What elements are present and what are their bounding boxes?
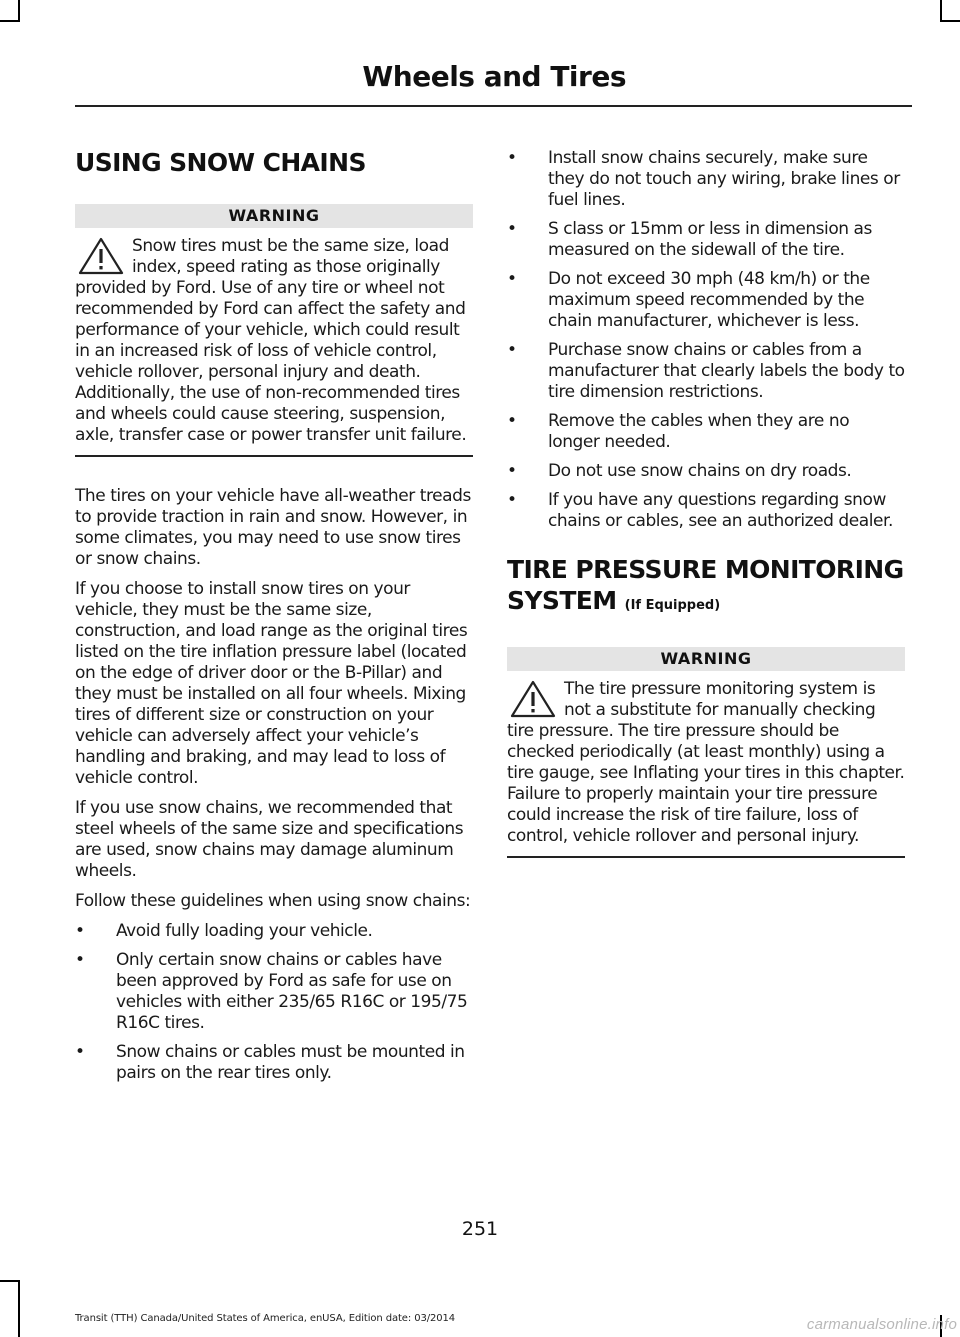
bullet-glyph: •	[75, 921, 85, 941]
list-item-text: Install snow chains securely, make sure they do not touch any wiring, brake lines or fuel lines.	[548, 148, 900, 210]
paragraph: If you choose to install snow tires on your vehicle, they must be the same size, construction, and load range as the original tires listed on the tire inflation pressure label (located on the edge of driver door or the B-Pillar) and they must be installed on all four wheels. Mixing tires of different size or construction on your vehicle can adversely affect your vehicle’s handling and braking, and may lead to loss of vehicle control.	[75, 579, 468, 788]
warning-box-tpms	[507, 647, 905, 858]
list-item-text: Only certain snow chains or cables have been approved by Ford as safe for use on vehicles with either 235/65 R16C or 195/75 R16C tires.	[116, 950, 468, 1033]
header-rule	[75, 105, 912, 107]
guideline-list	[75, 921, 473, 1084]
list-item-text: Snow chains or cables must be mounted in pairs on the rear tires only.	[116, 1042, 465, 1083]
warning-body	[507, 671, 905, 858]
list-item-text: S class or 15mm or less in dimension as measured on the sidewall of the tire.	[548, 219, 872, 260]
crop-mark	[940, 0, 942, 22]
bullet-glyph: •	[75, 1042, 85, 1062]
warning-label: WARNING	[507, 647, 905, 671]
section-qualifier: (If Equipped)	[624, 598, 721, 613]
bullet-glyph: •	[507, 269, 517, 289]
list-item	[507, 490, 905, 532]
list-item	[75, 1042, 473, 1084]
section-heading-snow-chains: USING SNOW CHAINS	[75, 148, 366, 177]
bullet-glyph: •	[507, 490, 517, 510]
list-item-text: Avoid fully loading your vehicle.	[116, 921, 373, 941]
bullet-glyph: •	[507, 148, 517, 168]
guideline-list-continued	[507, 148, 905, 532]
section-heading-text: TIRE PRESSURE MONITORING SYSTEM	[507, 555, 904, 615]
crop-mark	[18, 1280, 20, 1337]
body-text	[75, 486, 473, 912]
paragraph: The tires on your vehicle have all-weather treads to provide traction in rain and snow. However, in some climates, you may need to use snow tires or snow chains.	[75, 486, 471, 569]
list-item	[507, 219, 905, 261]
list-item-text: If you have any questions regarding snow chains or cables, see an authorized dealer.	[548, 490, 893, 531]
warning-text: The tire pressure monitoring system is not a substitute for manually checking tire pressure. The tire pressure should be checked periodically (at least monthly) using a tire gauge, see Inflating your tires in this chapter. Failure to properly maintain your tire pressure could increase the risk of tire failure, loss of control, vehicle rollover and personal injury.	[507, 679, 905, 846]
bullet-glyph: •	[507, 411, 517, 431]
list-item	[507, 340, 905, 403]
list-item-text: Do not exceed 30 mph (48 km/h) or the maximum speed recommended by the chain manufacturer, whichever is less.	[548, 269, 870, 331]
warning-text: Snow tires must be the same size, load index, speed rating as those originally provided by Ford. Use of any tire or wheel not recommended by Ford can affect the safety and performance of your vehicle, which could result in an increased risk of loss of vehicle control, vehicle rollover, personal injury and death. Additionally, the use of non-recommended tires and wheels could cause steering, suspension, axle, transfer case or power transfer unit failure.	[75, 236, 467, 445]
paragraph: If you use snow chains, we recommended that steel wheels of the same size and specifications are used, snow chains may damage aluminum wheels.	[75, 798, 464, 881]
bullet-glyph: •	[507, 340, 517, 360]
crop-mark	[0, 1280, 20, 1282]
warning-body	[75, 228, 473, 457]
left-column	[75, 140, 473, 1092]
list-item	[75, 921, 473, 942]
paragraph: Follow these guidelines when using snow chains:	[75, 891, 471, 911]
list-item	[75, 950, 473, 1034]
section-heading-tpms	[507, 554, 905, 621]
list-item-text: Do not use snow chains on dry roads.	[548, 461, 852, 481]
crop-mark	[940, 20, 960, 22]
list-item	[507, 411, 905, 453]
page-header-title: Wheels and Tires	[362, 60, 626, 93]
edition-footer: Transit (TTH) Canada/United States of America, enUSA, Edition date: 03/2014	[75, 1313, 456, 1324]
page-number: 251	[461, 1218, 499, 1240]
list-item	[507, 269, 905, 332]
warning-triangle-icon	[75, 236, 127, 276]
warning-triangle-icon	[507, 679, 559, 719]
list-item-text: Remove the cables when they are no longer needed.	[548, 411, 850, 452]
list-item	[507, 461, 905, 482]
list-item-text: Purchase snow chains or cables from a manufacturer that clearly labels the body to tire dimension restrictions.	[548, 340, 905, 402]
bullet-glyph: •	[507, 219, 517, 239]
warning-box-snow-tires	[75, 204, 473, 457]
watermark: carmanualsonline.info	[806, 1316, 957, 1333]
crop-mark	[18, 0, 20, 22]
crop-mark	[0, 20, 20, 22]
right-column	[507, 148, 905, 858]
warning-label: WARNING	[75, 204, 473, 228]
list-item	[507, 148, 905, 211]
bullet-glyph: •	[75, 950, 85, 970]
bullet-glyph: •	[507, 461, 517, 481]
